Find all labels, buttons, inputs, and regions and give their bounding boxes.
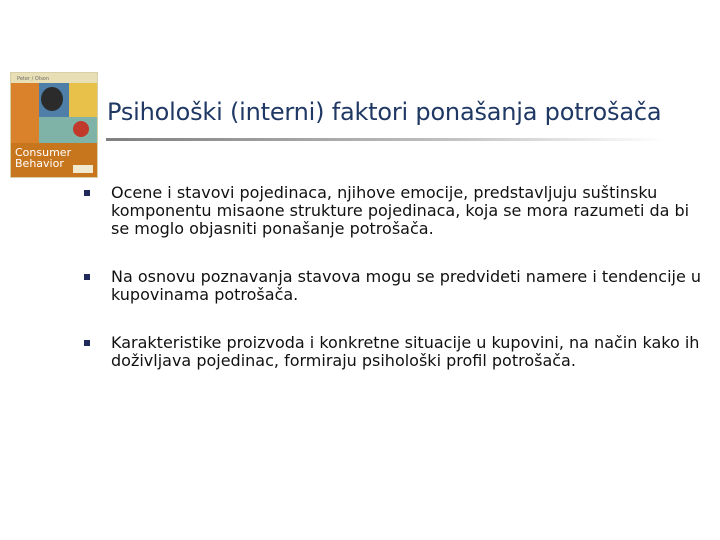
cover-title-line-1: Consumer — [15, 146, 72, 159]
cover-yellow-block — [69, 83, 97, 117]
cover-title-line-2: Behavior — [15, 157, 64, 170]
cover-orange-block — [11, 83, 39, 143]
cover-author-text: Peter / Olson — [17, 76, 50, 82]
bullet-item — [84, 184, 704, 238]
cover-corner-tag — [73, 165, 93, 173]
square-bullet-icon — [84, 340, 90, 346]
cover-red-accent — [73, 121, 89, 137]
cover-dark-block — [41, 87, 63, 111]
title-underline — [106, 138, 666, 141]
bullet-text: Na osnovu poznavanja stavova mogu se predvideti namere i tendencije u kupovinama potrošača. — [111, 267, 702, 304]
book-cover-image — [10, 72, 98, 178]
bullet-text: Karakteristike proizvoda i konkretne situacije u kupovini, na način kako ih doživljava pojedinac, formiraju psihološki profil potrošača. — [111, 333, 700, 370]
bullet-item — [84, 334, 704, 370]
bullet-item — [84, 268, 704, 304]
slide-title: Psihološki (interni) faktori ponašanja potrošača — [107, 98, 662, 126]
square-bullet-icon — [84, 274, 90, 280]
bullet-text: Ocene i stavovi pojedinaca, njihove emocije, predstavljuju suštinsku komponentu misaone strukture pojedinaca, koja se mora razumeti da bi se moglo objasniti ponašanje potrošača. — [111, 183, 690, 238]
square-bullet-icon — [84, 190, 90, 196]
bullet-list — [84, 184, 704, 400]
cover-title-text — [15, 147, 71, 169]
